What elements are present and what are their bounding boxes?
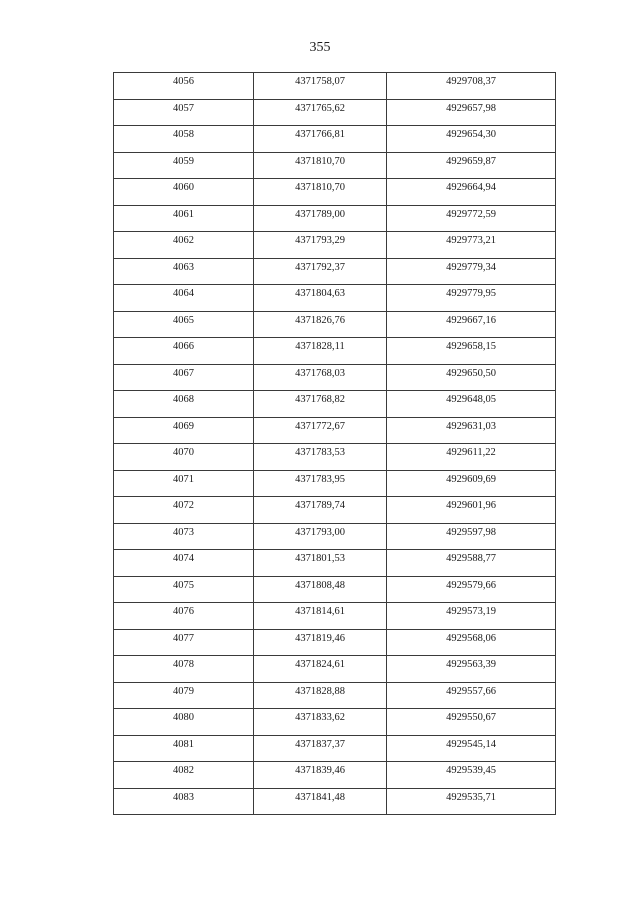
table-row: [114, 444, 556, 471]
point-number-cell: 4065: [114, 311, 254, 338]
table-row: [114, 762, 556, 789]
y-coordinate-cell: 4929609,69: [387, 470, 556, 497]
y-coordinate-cell: 4929667,16: [387, 311, 556, 338]
x-coordinate-cell: 4371765,62: [254, 99, 387, 126]
x-coordinate-cell: 4371819,46: [254, 629, 387, 656]
point-number-cell: 4058: [114, 126, 254, 153]
x-coordinate-cell: 4371768,03: [254, 364, 387, 391]
table-row: [114, 126, 556, 153]
x-coordinate-cell: 4371789,00: [254, 205, 387, 232]
x-coordinate-cell: 4371841,48: [254, 788, 387, 815]
x-coordinate-cell: 4371824,61: [254, 656, 387, 683]
x-coordinate-cell: 4371810,70: [254, 152, 387, 179]
y-coordinate-cell: 4929550,67: [387, 709, 556, 736]
point-number-cell: 4077: [114, 629, 254, 656]
point-number-cell: 4082: [114, 762, 254, 789]
point-number-cell: 4056: [114, 73, 254, 100]
y-coordinate-cell: 4929657,98: [387, 99, 556, 126]
y-coordinate-cell: 4929535,71: [387, 788, 556, 815]
x-coordinate-cell: 4371804,63: [254, 285, 387, 312]
y-coordinate-cell: 4929568,06: [387, 629, 556, 656]
y-coordinate-cell: 4929779,95: [387, 285, 556, 312]
x-coordinate-cell: 4371758,07: [254, 73, 387, 100]
point-number-cell: 4070: [114, 444, 254, 471]
point-number-cell: 4078: [114, 656, 254, 683]
x-coordinate-cell: 4371768,82: [254, 391, 387, 418]
point-number-cell: 4074: [114, 550, 254, 577]
x-coordinate-cell: 4371801,53: [254, 550, 387, 577]
x-coordinate-cell: 4371833,62: [254, 709, 387, 736]
table-row: [114, 550, 556, 577]
table-row: [114, 285, 556, 312]
table-row: [114, 603, 556, 630]
y-coordinate-cell: 4929772,59: [387, 205, 556, 232]
x-coordinate-cell: 4371828,88: [254, 682, 387, 709]
point-number-cell: 4069: [114, 417, 254, 444]
point-number-cell: 4061: [114, 205, 254, 232]
table-row: [114, 179, 556, 206]
x-coordinate-cell: 4371792,37: [254, 258, 387, 285]
x-coordinate-cell: 4371839,46: [254, 762, 387, 789]
y-coordinate-cell: 4929631,03: [387, 417, 556, 444]
table-row: [114, 629, 556, 656]
point-number-cell: 4083: [114, 788, 254, 815]
y-coordinate-cell: 4929779,34: [387, 258, 556, 285]
y-coordinate-cell: 4929648,05: [387, 391, 556, 418]
x-coordinate-cell: 4371793,29: [254, 232, 387, 259]
x-coordinate-cell: 4371772,67: [254, 417, 387, 444]
y-coordinate-cell: 4929708,37: [387, 73, 556, 100]
table-row: [114, 391, 556, 418]
point-number-cell: 4071: [114, 470, 254, 497]
table-row: [114, 470, 556, 497]
x-coordinate-cell: 4371808,48: [254, 576, 387, 603]
y-coordinate-cell: 4929588,77: [387, 550, 556, 577]
y-coordinate-cell: 4929573,19: [387, 603, 556, 630]
x-coordinate-cell: 4371789,74: [254, 497, 387, 524]
point-number-cell: 4064: [114, 285, 254, 312]
point-number-cell: 4076: [114, 603, 254, 630]
point-number-cell: 4063: [114, 258, 254, 285]
table-row: [114, 205, 556, 232]
x-coordinate-cell: 4371826,76: [254, 311, 387, 338]
y-coordinate-cell: 4929659,87: [387, 152, 556, 179]
x-coordinate-cell: 4371766,81: [254, 126, 387, 153]
point-number-cell: 4072: [114, 497, 254, 524]
table-row: [114, 232, 556, 259]
point-number-cell: 4057: [114, 99, 254, 126]
point-number-cell: 4075: [114, 576, 254, 603]
y-coordinate-cell: 4929664,94: [387, 179, 556, 206]
y-coordinate-cell: 4929539,45: [387, 762, 556, 789]
point-number-cell: 4067: [114, 364, 254, 391]
point-number-cell: 4073: [114, 523, 254, 550]
y-coordinate-cell: 4929601,96: [387, 497, 556, 524]
point-number-cell: 4066: [114, 338, 254, 365]
y-coordinate-cell: 4929545,14: [387, 735, 556, 762]
y-coordinate-cell: 4929563,39: [387, 656, 556, 683]
table-row: [114, 709, 556, 736]
point-number-cell: 4068: [114, 391, 254, 418]
y-coordinate-cell: 4929597,98: [387, 523, 556, 550]
y-coordinate-cell: 4929650,50: [387, 364, 556, 391]
x-coordinate-cell: 4371810,70: [254, 179, 387, 206]
point-number-cell: 4080: [114, 709, 254, 736]
table-row: [114, 338, 556, 365]
page-number: 355: [309, 40, 331, 55]
table-row: [114, 788, 556, 815]
x-coordinate-cell: 4371828,11: [254, 338, 387, 365]
point-number-cell: 4079: [114, 682, 254, 709]
point-number-cell: 4081: [114, 735, 254, 762]
table-row: [114, 311, 556, 338]
table-row: [114, 576, 556, 603]
point-number-cell: 4060: [114, 179, 254, 206]
table-row: [114, 497, 556, 524]
x-coordinate-cell: 4371783,95: [254, 470, 387, 497]
y-coordinate-cell: 4929579,66: [387, 576, 556, 603]
coordinates-table-body: [114, 73, 556, 815]
y-coordinate-cell: 4929611,22: [387, 444, 556, 471]
y-coordinate-cell: 4929658,15: [387, 338, 556, 365]
table-row: [114, 417, 556, 444]
table-row: [114, 258, 556, 285]
table-row: [114, 735, 556, 762]
x-coordinate-cell: 4371783,53: [254, 444, 387, 471]
x-coordinate-cell: 4371837,37: [254, 735, 387, 762]
table-row: [114, 523, 556, 550]
y-coordinate-cell: 4929654,30: [387, 126, 556, 153]
table-row: [114, 99, 556, 126]
table-row: [114, 73, 556, 100]
point-number-cell: 4059: [114, 152, 254, 179]
point-number-cell: 4062: [114, 232, 254, 259]
table-row: [114, 656, 556, 683]
table-row: [114, 364, 556, 391]
y-coordinate-cell: 4929557,66: [387, 682, 556, 709]
coordinates-table: [113, 72, 556, 815]
y-coordinate-cell: 4929773,21: [387, 232, 556, 259]
x-coordinate-cell: 4371793,00: [254, 523, 387, 550]
table-row: [114, 682, 556, 709]
x-coordinate-cell: 4371814,61: [254, 603, 387, 630]
table-row: [114, 152, 556, 179]
